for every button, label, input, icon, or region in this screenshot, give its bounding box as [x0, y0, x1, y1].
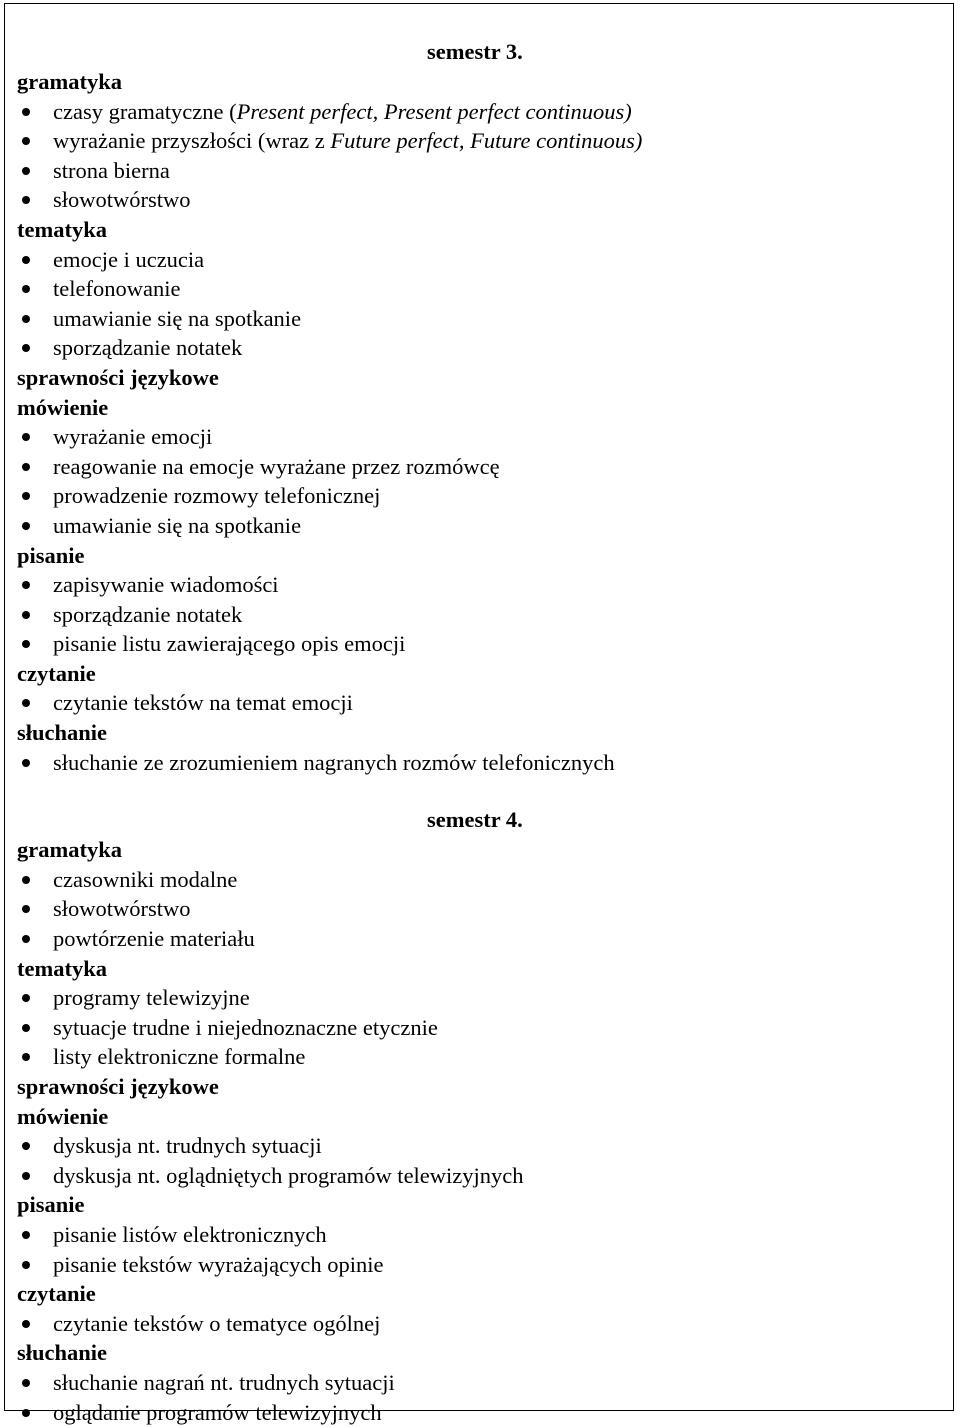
text-run: słuchanie ze zrozumieniem nagranych rozmów telefonicznych: [53, 749, 615, 775]
category-heading: gramatyka: [17, 837, 122, 863]
list-item: [17, 983, 943, 1013]
list-item-text: [53, 513, 301, 538]
list-item: [17, 1013, 943, 1043]
text-run: oglądanie programów telewizyjnych: [53, 1399, 382, 1425]
category-heading: sprawności językowe: [17, 1074, 219, 1099]
text-run: czasy gramatyczne (: [53, 98, 237, 124]
list-item-text: [53, 1133, 322, 1158]
list-item: [17, 452, 943, 482]
list-item-text: [53, 985, 250, 1010]
list-item-text: [53, 1252, 384, 1277]
bullet-list: [17, 570, 943, 659]
list-item: [17, 748, 943, 778]
text-run: czytanie tekstów na temat emocji: [53, 690, 353, 716]
bullet-icon: [22, 1024, 30, 1032]
text-run: dyskusja nt. oglądniętych programów telewizyjnych: [53, 1162, 524, 1188]
text-run: zapisywanie wiadomości: [53, 572, 279, 598]
list-item-text: [53, 1015, 438, 1040]
category-heading: słuchanie: [17, 720, 108, 746]
bullet-icon: [22, 699, 30, 707]
list-item-text: [53, 926, 255, 951]
document-content: [17, 37, 943, 1427]
list-item-text: [53, 631, 405, 656]
bullet-icon: [22, 935, 30, 943]
semester-block: [17, 805, 943, 1427]
list-item: [17, 1161, 943, 1191]
bullet-icon: [22, 1409, 30, 1417]
bullet-icon: [22, 876, 30, 884]
bullet-icon: [22, 492, 30, 500]
list-item: [17, 511, 943, 541]
category-heading: pisanie: [17, 1192, 85, 1218]
list-item: [17, 97, 943, 127]
bullet-list: [17, 1220, 943, 1279]
bullet-list: [17, 1368, 943, 1427]
text-run: listy elektroniczne formalne: [53, 1044, 306, 1070]
text-run: sytuacje trudne i niejednoznaczne etycznie: [53, 1014, 438, 1040]
bullet-icon: [22, 1142, 30, 1150]
list-item-text: [53, 99, 632, 124]
bullet-icon: [22, 315, 30, 323]
text-run: słowotwórstwo: [53, 187, 191, 213]
list-item: [17, 1131, 943, 1161]
text-run: pisanie listu zawierającego opis emocji: [53, 631, 406, 657]
text-run: programy telewizyjne: [53, 985, 250, 1011]
bullet-icon: [22, 256, 30, 264]
list-item: [17, 422, 943, 452]
list-item-text: [53, 1163, 524, 1188]
bullet-icon: [22, 1261, 30, 1269]
list-item: [17, 894, 943, 924]
bullet-icon: [22, 522, 30, 530]
bullet-icon: [22, 344, 30, 352]
list-item-text: [53, 1311, 380, 1336]
list-item: [17, 333, 943, 363]
bullet-icon: [22, 196, 30, 204]
category-heading: tematyka: [17, 955, 107, 981]
bullet-list: [17, 422, 943, 540]
list-item-text: [53, 867, 237, 892]
text-run: emocje i uczucia: [53, 246, 205, 272]
bullet-list: [17, 748, 943, 778]
list-item: [17, 629, 943, 659]
semester-title: semestr 4.: [427, 807, 523, 833]
text-run: powtórzenie materiału: [53, 926, 255, 952]
semester-title: semestr 3.: [427, 39, 523, 64]
list-item: [17, 1398, 943, 1427]
category-heading: mówienie: [17, 394, 109, 420]
list-item: [17, 274, 943, 304]
list-item: [17, 570, 943, 600]
list-item: [17, 481, 943, 511]
bullet-icon: [22, 463, 30, 471]
text-run: wyrażanie emocji: [53, 424, 213, 450]
category-heading: czytanie: [17, 660, 96, 686]
bullet-icon: [22, 611, 30, 619]
bullet-icon: [22, 640, 30, 648]
list-item: [17, 1368, 943, 1398]
bullet-icon: [22, 1231, 30, 1239]
text-run: wyrażanie przyszłości (wraz z: [53, 128, 331, 154]
bullet-icon: [22, 905, 30, 913]
bullet-icon: [22, 285, 30, 293]
bullet-list: [17, 1309, 943, 1339]
text-run: czytanie tekstów o tematyce ogólnej: [53, 1310, 381, 1336]
text-run: strona bierna: [53, 157, 170, 183]
list-item: [17, 1250, 943, 1280]
list-item: [17, 156, 943, 186]
list-item: [17, 688, 943, 718]
list-item: [17, 600, 943, 630]
bullet-icon: [22, 433, 30, 441]
list-item: [17, 1042, 943, 1072]
bullet-icon: [22, 759, 30, 767]
bullet-icon: [22, 167, 30, 175]
bullet-list: [17, 1131, 943, 1190]
list-item: [17, 1220, 943, 1250]
text-run: telefonowanie: [53, 276, 181, 302]
category-heading: tematyka: [17, 216, 107, 242]
bullet-list: [17, 245, 943, 363]
category-heading: czytanie: [17, 1281, 96, 1307]
text-run: umawianie się na spotkanie: [53, 305, 302, 331]
category-heading: pisanie: [17, 542, 85, 568]
category-heading: słuchanie: [17, 1340, 108, 1366]
list-item-text: [53, 424, 212, 449]
bullet-list: [17, 983, 943, 1072]
text-run: reagowanie na emocje wyrażane przez rozmówcę: [53, 453, 500, 479]
bullet-icon: [22, 1320, 30, 1328]
list-item-text: [53, 247, 204, 272]
text-run: pisanie listów elektronicznych: [53, 1221, 327, 1247]
category-heading: gramatyka: [17, 69, 122, 94]
italic-text: Future perfect, Future continuous): [330, 128, 643, 154]
list-item-text: [53, 572, 279, 597]
list-item-text: [53, 690, 353, 715]
semester-gap: [17, 777, 943, 805]
text-run: czasowniki modalne: [53, 866, 238, 892]
list-item-text: [53, 1370, 395, 1395]
text-run: słuchanie nagrań nt. trudnych sytuacji: [53, 1369, 395, 1395]
list-item-text: [53, 896, 191, 921]
list-item-text: [53, 276, 180, 301]
bullet-icon: [22, 1053, 30, 1061]
list-item: [17, 185, 943, 215]
list-item-text: [53, 454, 500, 479]
list-item: [17, 245, 943, 275]
list-item-text: [53, 1044, 305, 1069]
list-item-text: [53, 1222, 327, 1247]
text-run: umawianie się na spotkanie: [53, 512, 302, 538]
text-run: pisanie tekstów wyrażających opinie: [53, 1251, 384, 1277]
list-item-text: [53, 187, 191, 212]
document-page: [4, 3, 954, 1425]
text-run: sporządzanie notatek: [53, 601, 243, 627]
list-item-text: [53, 335, 242, 360]
list-item: [17, 924, 943, 954]
list-item-text: [53, 483, 380, 508]
bullet-icon: [22, 1172, 30, 1180]
bullet-icon: [22, 581, 30, 589]
text-run: prowadzenie rozmowy telefonicznej: [53, 483, 381, 509]
semester-block: [17, 37, 943, 777]
list-item-text: [53, 306, 301, 331]
category-heading: mówienie: [17, 1103, 109, 1129]
bullet-icon: [22, 994, 30, 1002]
list-item-text: [53, 158, 170, 183]
bullet-icon: [22, 1379, 30, 1387]
category-heading: sprawności językowe: [17, 364, 219, 390]
text-run: sporządzanie notatek: [53, 335, 243, 361]
bullet-list: [17, 97, 943, 215]
bullet-list: [17, 688, 943, 718]
list-item-text: [53, 1400, 382, 1425]
text-run: dyskusja nt. trudnych sytuacji: [53, 1133, 322, 1159]
list-item: [17, 126, 943, 156]
bullet-icon: [22, 108, 30, 116]
bullet-list: [17, 865, 943, 954]
list-item-text: [53, 128, 642, 153]
text-run: słowotwórstwo: [53, 896, 191, 922]
list-item-text: [53, 602, 242, 627]
list-item: [17, 865, 943, 895]
italic-text: Present perfect, Present perfect continuous): [236, 98, 632, 124]
list-item: [17, 1309, 943, 1339]
list-item-text: [53, 750, 615, 775]
list-item: [17, 304, 943, 334]
bullet-icon: [22, 137, 30, 145]
